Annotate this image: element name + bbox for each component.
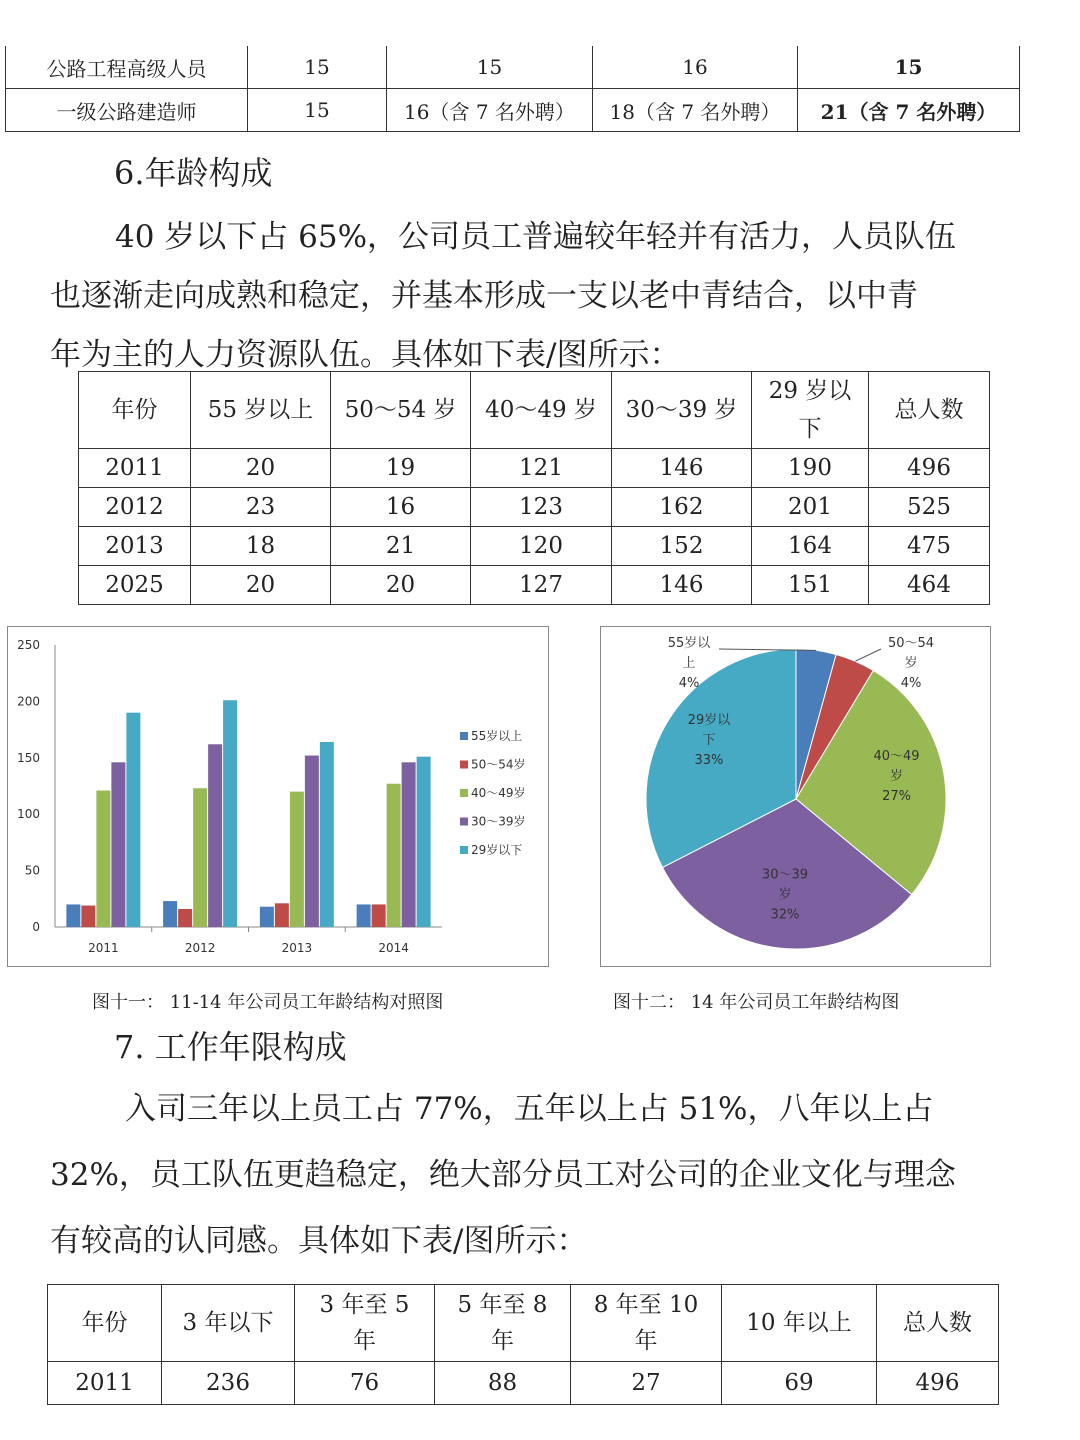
figure-12-caption: 图十二： 14 年公司员工年龄结构图	[613, 992, 900, 1013]
bar	[275, 903, 289, 927]
pie-label: 30～39	[761, 867, 809, 883]
pie-label: 上	[682, 656, 696, 671]
column-header: 8 年至 10 年	[571, 1285, 722, 1362]
y-tick-label: 250	[17, 638, 40, 652]
legend-label: 50～54岁	[471, 757, 526, 772]
column-header: 总人数	[877, 1285, 999, 1362]
pie-chart-svg	[601, 627, 990, 966]
section-6-paragraph	[50, 208, 1030, 385]
bar	[126, 713, 140, 927]
table-cell: 152	[612, 527, 752, 566]
table-row	[6, 46, 1020, 89]
table-cell: 127	[471, 566, 612, 605]
table-cell: 236	[162, 1362, 295, 1405]
table-cell: 496	[869, 449, 990, 488]
table-cell: 20	[191, 449, 331, 488]
column-header: 5 年至 8 年	[435, 1285, 571, 1362]
table-cell: 201	[752, 488, 869, 527]
column-header: 50～54 岁	[331, 372, 471, 449]
table-cell: 146	[612, 449, 752, 488]
table-cell: 190	[752, 449, 869, 488]
paragraph-line: 年为主的人力资源队伍。具体如下表/图所示：	[50, 337, 681, 373]
age-structure-table	[78, 371, 990, 605]
legend-label: 40～49岁	[471, 786, 526, 800]
table-cell: 18（含 7 名外聘）	[593, 89, 798, 132]
pie-label: 40～49	[873, 748, 920, 764]
table-cell: 一级公路建造师	[6, 89, 248, 132]
table-cell: 公路工程高级人员	[6, 46, 248, 89]
table-row	[79, 566, 990, 605]
pie-label: 岁	[904, 656, 918, 671]
table-cell: 15	[248, 46, 387, 89]
table-cell: 20	[191, 566, 331, 605]
pie-label: 27%	[882, 788, 911, 804]
table-cell: 16	[593, 46, 798, 89]
bar	[208, 744, 222, 927]
section-6-heading: 6.年龄构成	[114, 154, 273, 192]
paragraph-line: 有较高的认同感。具体如下表/图所示：	[50, 1223, 588, 1259]
figure-11-caption: 图十一： 11-14 年公司员工年龄结构对照图	[92, 992, 444, 1013]
y-tick-label: 100	[17, 807, 40, 822]
bar	[402, 762, 416, 927]
column-header: 3 年以下	[162, 1285, 295, 1362]
table-cell: 123	[471, 488, 612, 527]
pie-label: 4%	[678, 676, 700, 691]
bar	[163, 901, 177, 927]
bar	[357, 904, 371, 927]
table-header-row	[79, 372, 990, 449]
legend-swatch	[460, 732, 468, 740]
bar	[178, 909, 192, 927]
bar	[290, 792, 304, 927]
bar	[66, 904, 80, 927]
bar	[111, 762, 125, 927]
table-cell: 475	[869, 527, 990, 566]
legend-label: 29岁以下	[471, 843, 523, 857]
bar	[372, 904, 386, 927]
table-cell: 16	[331, 488, 471, 527]
pie-label: 32%	[770, 907, 800, 923]
column-header: 30～39 岁	[612, 372, 752, 449]
pie-label: 岁	[778, 887, 792, 903]
table-cell: 464	[869, 566, 990, 605]
pie-label: 29岁以	[687, 712, 731, 728]
table-cell: 162	[612, 488, 752, 527]
y-tick-label: 200	[17, 694, 40, 709]
table-cell: 164	[752, 527, 869, 566]
table-cell: 18	[191, 527, 331, 566]
pie-label: 50～54	[887, 636, 935, 651]
pie-label: 下	[702, 732, 716, 748]
table-row	[79, 488, 990, 527]
bar	[417, 757, 431, 927]
table-cell: 27	[571, 1362, 722, 1405]
paragraph-line: 32%，员工队伍更趋稳定，绝大部分员工对公司的企业文化与理念	[50, 1157, 956, 1193]
paragraph-line: 入司三年以上员工占 77%，五年以上占 51%，八年以上占	[125, 1091, 934, 1127]
table-cell: 121	[471, 449, 612, 488]
table-row	[79, 449, 990, 488]
table-row	[48, 1362, 999, 1405]
paragraph-line: 也逐渐走向成熟和稳定，并基本形成一支以老中青结合，以中青	[50, 278, 918, 314]
table-cell: 21（含 7 名外聘）	[798, 89, 1020, 132]
pie-label: 33%	[694, 752, 724, 768]
y-tick-label: 50	[24, 863, 40, 878]
section-7-paragraph	[50, 1076, 1030, 1274]
column-header: 3 年至 5 年	[295, 1285, 435, 1362]
column-header: 10 年以上	[722, 1285, 877, 1362]
table-header-row	[48, 1285, 999, 1362]
table-cell: 2013	[79, 527, 191, 566]
table-cell: 23	[191, 488, 331, 527]
table-cell: 2011	[79, 449, 191, 488]
table-cell: 120	[471, 527, 612, 566]
column-header: 55 岁以上	[191, 372, 331, 449]
table-cell: 496	[877, 1362, 999, 1405]
legend-label: 55岁以上	[471, 729, 523, 743]
pie-label: 岁	[890, 768, 904, 784]
legend-swatch	[460, 818, 468, 826]
bar	[387, 784, 401, 927]
table-cell: 88	[435, 1362, 571, 1405]
x-tick-label: 2014	[378, 941, 409, 955]
column-header: 年份	[79, 372, 191, 449]
bar	[223, 700, 237, 927]
column-header: 总人数	[869, 372, 990, 449]
table-cell: 20	[331, 566, 471, 605]
column-header: 40～49 岁	[471, 372, 612, 449]
column-header: 年份	[48, 1285, 162, 1362]
table-cell: 525	[869, 488, 990, 527]
pie-label: 4%	[900, 676, 922, 691]
table-cell: 19	[331, 449, 471, 488]
leader-line	[855, 649, 881, 661]
table-cell: 2012	[79, 488, 191, 527]
table-row	[79, 527, 990, 566]
bar	[193, 788, 207, 927]
table-cell: 16（含 7 名外聘）	[387, 89, 593, 132]
table-row	[6, 89, 1020, 132]
table-cell: 2011	[48, 1362, 162, 1405]
y-tick-label: 0	[32, 920, 40, 934]
x-tick-label: 2013	[281, 941, 313, 955]
bar	[260, 907, 274, 927]
table-cell: 76	[295, 1362, 435, 1405]
bar	[81, 906, 95, 927]
legend-swatch	[460, 846, 468, 854]
x-tick-label: 2011	[88, 941, 119, 955]
table-cell: 15	[798, 46, 1020, 89]
legend-swatch	[460, 789, 468, 797]
table-cell: 15	[248, 89, 387, 132]
bar	[305, 756, 319, 927]
tenure-structure-table	[47, 1284, 999, 1405]
table-cell: 69	[722, 1362, 877, 1405]
bar	[96, 791, 110, 927]
paragraph-line: 40 岁以下占 65%，公司员工普遍较年轻并有活力，人员队伍	[115, 219, 957, 255]
table-cell: 146	[612, 566, 752, 605]
bar	[320, 742, 334, 927]
pie-label: 55岁以	[667, 636, 711, 651]
y-tick-label: 150	[17, 750, 40, 765]
legend-swatch	[460, 761, 468, 769]
table-cell: 2025	[79, 566, 191, 605]
bar-chart-svg	[8, 627, 548, 966]
table-cell: 21	[331, 527, 471, 566]
x-tick-label: 2012	[184, 941, 216, 955]
staff-qualification-table	[5, 46, 1020, 132]
legend-label: 30～39岁	[471, 814, 526, 829]
section-7-heading: 7. 工作年限构成	[114, 1028, 347, 1066]
age-bar-chart	[7, 626, 549, 967]
table-cell: 151	[752, 566, 869, 605]
table-cell: 15	[387, 46, 593, 89]
column-header: 29 岁以下	[752, 372, 869, 449]
age-pie-chart	[600, 626, 991, 967]
